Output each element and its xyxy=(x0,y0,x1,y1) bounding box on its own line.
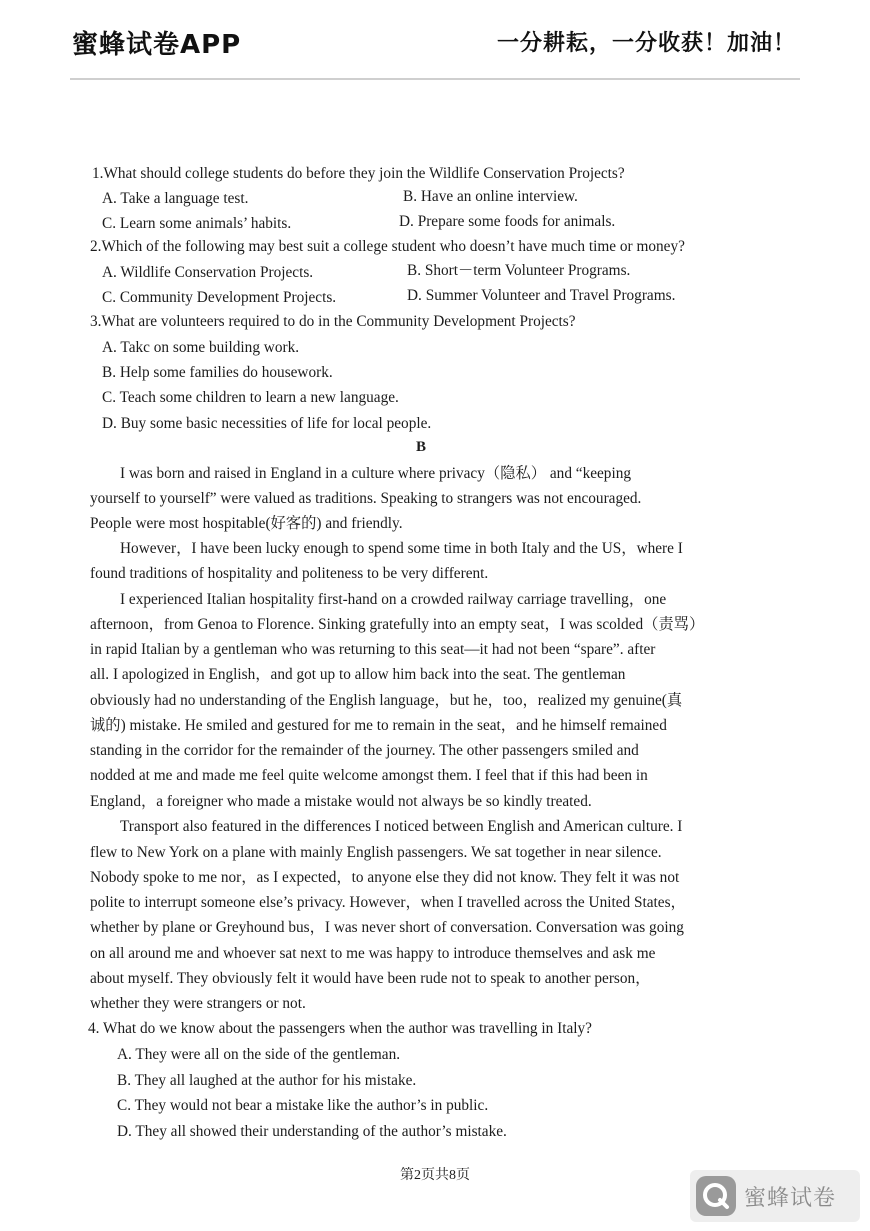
question-1-option-d: D. Prepare some foods for animals. xyxy=(399,213,616,230)
question-2-option-c: C. Community Development Projects. xyxy=(102,289,337,306)
passage-line: afternoon，from Genoa to Florence. Sinking gratefully into an empty seat，I was scolded（责骂） xyxy=(90,616,705,633)
question-4-option-b: B. They all laughed at the author for his mistake. xyxy=(117,1072,417,1089)
question-1-option-b: B. Have an online interview. xyxy=(403,188,578,205)
passage-line: flew to New York on a plane with mainly English passengers. We sat together in near silence. xyxy=(90,844,662,861)
question-2-option-d: D. Summer Volunteer and Travel Programs. xyxy=(407,287,676,304)
question-2-option-b: B. Short－term Volunteer Programs. xyxy=(407,262,631,279)
question-3-stem: 3.What are volunteers required to do in the Community Development Projects? xyxy=(90,313,576,330)
header-slogan: 一分耕耘，一分收获！加油！ xyxy=(496,31,796,56)
section-b-heading: B xyxy=(416,439,427,455)
passage-line: Transport also featured in the differences I noticed between English and American culture. I xyxy=(120,818,683,835)
question-2-option-a: A. Wildlife Conservation Projects. xyxy=(102,264,314,281)
passage-line: whether by plane or Greyhound bus，I was never short of conversation. Conversation was going xyxy=(90,919,684,936)
passage-line: on all around me and whoever sat next to me was happy to introduce themselves and ask me xyxy=(90,945,656,962)
question-1-option-c: C. Learn some animals’ habits. xyxy=(102,215,292,232)
passage-line: found traditions of hospitality and politeness to be very different. xyxy=(90,565,489,582)
passage-line: England，a foreigner who made a mistake would not always be so kindly treated. xyxy=(90,793,592,810)
passage-line: However，I have been lucky enough to spend some time in both Italy and the US，where I xyxy=(120,540,683,557)
question-3-option-b: B. Help some families do housework. xyxy=(102,364,333,381)
passage-line: about myself. They obviously felt it would have been rude not to speak to another person， xyxy=(90,970,651,987)
passage-line: I was born and raised in England in a culture where privacy（隐私） and “keeping xyxy=(120,465,632,482)
question-3-option-d: D. Buy some basic necessities of life for local people. xyxy=(102,415,432,432)
question-4-option-d: D. They all showed their understanding of the author’s mistake. xyxy=(117,1123,507,1140)
question-3-option-a: A. Takc on some building work. xyxy=(102,339,300,356)
passage-line: Nobody spoke to me nor，as I expected，to anyone else they did not know. They felt it was not xyxy=(90,869,680,886)
question-1-stem: 1.What should college students do before they join the Wildlife Conservation Projects? xyxy=(92,165,625,182)
passage-line: I experienced Italian hospitality first-hand on a crowded railway carriage travelling，one xyxy=(120,591,667,608)
question-4-option-a: A. They were all on the side of the gentleman. xyxy=(117,1046,401,1063)
passage-line: 诚的) mistake. He smiled and gestured for me to remain in the seat，and he himself remained xyxy=(90,717,667,734)
question-4-option-c: C. They would not bear a mistake like the author’s in public. xyxy=(117,1097,489,1114)
passage-line: in rapid Italian by a gentleman who was returning to this seat—it had not been “spare”. after xyxy=(90,641,656,658)
passage-line: People were most hospitable(好客的) and friendly. xyxy=(90,515,403,532)
brand-title: 蜜蜂试卷APP xyxy=(72,30,242,60)
bee-logo-icon xyxy=(696,1176,736,1216)
page-number: 第2页共8页 xyxy=(400,1168,470,1183)
passage-line: standing in the corridor for the remainder of the journey. The other passengers smiled and xyxy=(90,742,639,759)
passage-line: whether they were strangers or not. xyxy=(90,995,306,1012)
question-4-stem: 4. What do we know about the passengers when the author was travelling in Italy? xyxy=(88,1020,592,1037)
passage-line: yourself to yourself” were valued as traditions. Speaking to strangers was not encouraged. xyxy=(90,490,642,507)
passage-line: nodded at me and made me feel quite welcome amongst them. I feel that if this had been in xyxy=(90,767,648,784)
question-2-stem: 2.Which of the following may best suit a college student who doesn’t have much time or money? xyxy=(90,238,685,255)
watermark-text: 蜜蜂试卷 xyxy=(744,1185,837,1211)
passage-line: all. I apologized in English，and got up to allow him back into the seat. The gentleman xyxy=(90,666,626,683)
watermark-badge xyxy=(690,1170,860,1222)
passage-line: polite to interrupt someone else’s privacy. However，when I travelled across the United States， xyxy=(90,894,686,911)
passage-line: obviously had no understanding of the English language，but he，too，realized my genuine(真 xyxy=(90,692,683,709)
question-3-option-c: C. Teach some children to learn a new language. xyxy=(102,389,399,406)
question-1-option-a: A. Take a language test. xyxy=(102,190,249,207)
